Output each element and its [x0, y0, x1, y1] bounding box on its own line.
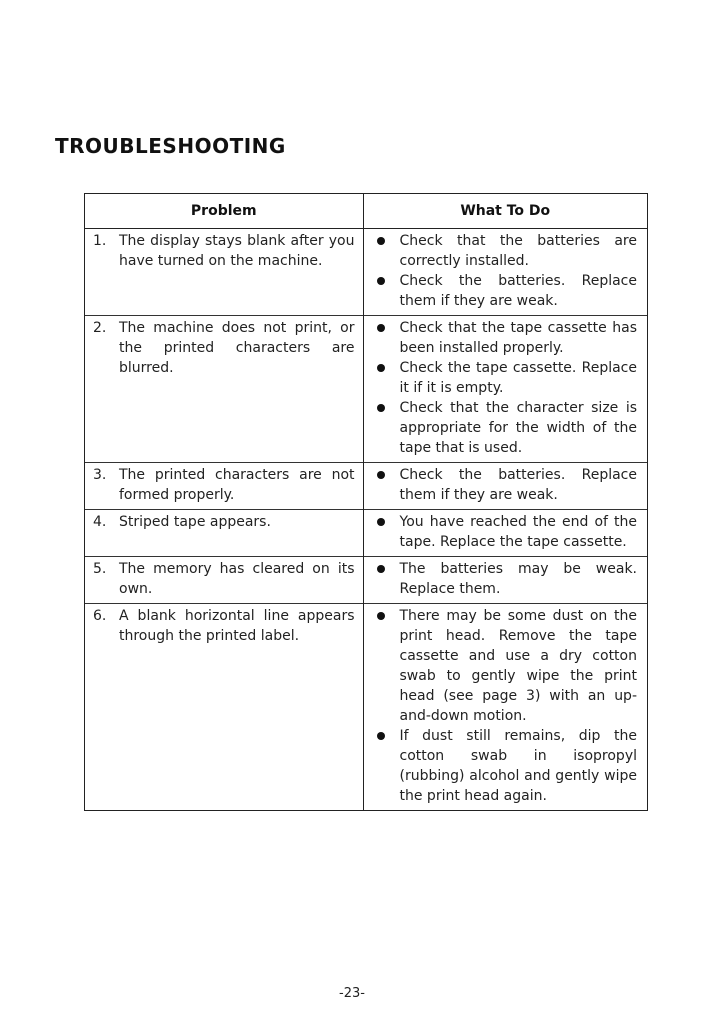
problem-line [93, 512, 355, 532]
action-item [376, 318, 638, 358]
troubleshooting-grid [85, 194, 647, 810]
action-cell [363, 316, 647, 463]
problem-header: Problem [85, 194, 363, 229]
action-text: There may be some dust on the print head. Remove the tape cassette and use a dry cotton swab to gently wipe the print head (see page 3) with an up-and-down motion. [399, 608, 637, 724]
problem-text: The display stays blank after you have turned on the machine. [119, 233, 355, 269]
action-cell [363, 557, 647, 604]
problem-text: Striped tape appears. [119, 514, 271, 530]
action-item [376, 512, 638, 552]
problem-line [93, 606, 355, 646]
problem-line [93, 231, 355, 271]
action-item [376, 726, 638, 806]
action-text: You have reached the end of the tape. Replace the tape cassette. [399, 514, 637, 550]
problem-number: 6. [93, 608, 107, 624]
action-text: Check that the character size is appropriate for the width of the tape that is used. [399, 400, 637, 456]
troubleshooting-table [84, 193, 648, 811]
action-item [376, 358, 638, 398]
problem-line [93, 559, 355, 599]
table-row [85, 510, 647, 557]
action-cell [363, 510, 647, 557]
problem-cell [85, 229, 363, 316]
action-item [376, 271, 638, 311]
problem-number: 3. [93, 467, 107, 483]
problem-text: A blank horizontal line appears through the printed label. [119, 608, 355, 644]
problem-number: 2. [93, 320, 107, 336]
bullet-icon [376, 512, 400, 552]
problem-text: The memory has cleared on its own. [119, 561, 355, 597]
table-row [85, 316, 647, 463]
problem-number: 4. [93, 514, 107, 530]
bullet-icon [376, 465, 400, 505]
bullet-icon [376, 398, 400, 458]
problem-cell [85, 316, 363, 463]
page-title: TROUBLESHOOTING [55, 134, 286, 158]
action-item [376, 559, 638, 599]
action-item [376, 231, 638, 271]
problem-number: 1. [93, 233, 107, 249]
action-text: Check that the batteries are correctly installed. [399, 233, 637, 269]
problem-number: 5. [93, 561, 107, 577]
bullet-icon [376, 271, 400, 311]
action-text: Check the batteries. Replace them if they are weak. [399, 273, 637, 309]
action-text: The batteries may be weak. Replace them. [399, 561, 637, 597]
action-text: If dust still remains, dip the cotton swab in isopropyl (rubbing) alcohol and gently wipe the print head again. [399, 728, 637, 804]
table-row [85, 463, 647, 510]
problem-line [93, 318, 355, 378]
bullet-icon [376, 231, 400, 271]
action-text: Check the tape cassette. Replace it if it is empty. [399, 360, 637, 396]
bullet-icon [376, 606, 400, 726]
problem-cell [85, 557, 363, 604]
action-cell [363, 229, 647, 316]
bullet-icon [376, 318, 400, 358]
table-row [85, 557, 647, 604]
table-body [85, 229, 647, 811]
bullet-icon [376, 559, 400, 599]
table-row [85, 604, 647, 811]
page-number: -23- [339, 986, 365, 1001]
action-text: Check the batteries. Replace them if they are weak. [399, 467, 637, 503]
problem-text: The machine does not print, or the printed characters are blurred. [119, 320, 355, 376]
action-item [376, 606, 638, 726]
table-row [85, 229, 647, 316]
bullet-icon [376, 726, 400, 806]
header-row [85, 194, 647, 229]
problem-line [93, 465, 355, 505]
action-item [376, 465, 638, 505]
problem-cell [85, 463, 363, 510]
problem-cell [85, 510, 363, 557]
problem-cell [85, 604, 363, 811]
problem-text: The printed characters are not formed properly. [119, 467, 355, 503]
action-text: Check that the tape cassette has been installed properly. [399, 320, 637, 356]
action-cell [363, 604, 647, 811]
bullet-icon [376, 358, 400, 398]
todo-header: What To Do [363, 194, 647, 229]
action-item [376, 398, 638, 458]
action-cell [363, 463, 647, 510]
